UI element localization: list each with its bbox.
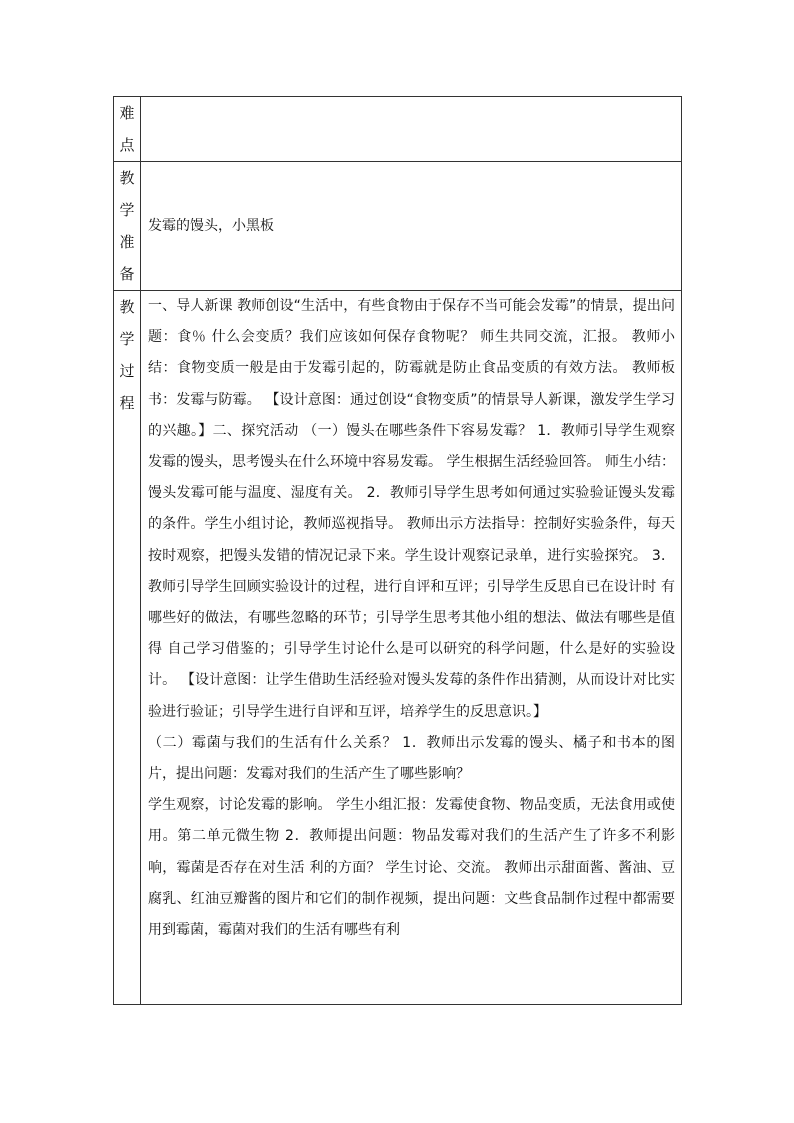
label-char: 准 xyxy=(119,233,135,251)
row-teaching-preparation xyxy=(114,162,682,291)
row-teaching-process xyxy=(114,291,682,1005)
label-char: 过 xyxy=(119,362,135,380)
label-char: 教 xyxy=(119,298,135,316)
lesson-plan-table xyxy=(113,96,682,1005)
difficulties-content xyxy=(141,97,682,162)
label-char: 学 xyxy=(119,330,135,348)
process-paragraph: 一、导人新课 教师创设“生活中，有些食物由于保存不当可能会发霉”的情景，提出问题：食％ 什么会变质？我们应该如何保存食物呢？ 师生共同交流，汇报。 教师小结：食物变质一般是由于发霉引起的，防霉就是防止食品变质的有效方法。 教师板书：发霉与防霉。 【设计意图：通过创设“食物变质”的情景导人新课，激发学生学习的兴趣。】二、探究活动 （一）馒头在哪些条件下容易发霉？ 1．教师引导学生观察发霉的馒头，思考馒头在什么环境中容易发霉。 学生根据生活经验回答。 师生小结：馒头发霉可能与温度、湿度有关。 2．教师引导学生思考如何通过实验验证馒头发霉的条件。学生小组讨论，教师巡视指导。 教师出示方法指导：控制好实验条件，每天按时观察，把馒头发错的情况记录下来。学生设计观察记录单，进行实验探究。 3．教师引导学生回顾实验设计的过程，进行自评和互评；引导学生反思自已在设计时 有哪些好的做法，有哪些忽略的环节；引导学生思考其他小组的想法、做法有哪些是值得 自己学习借鉴的；引导学生讨论什么是可以研究的科学问题，什么是好的实验设计。 【设计意图：让学生借助生活经验对馒头发莓的条件作出猜测，从而设计对比实验进行验证；引导学生进行自评和互评，培养学生的反思意识。】 xyxy=(148,298,675,720)
process-paragraph: 学生观察，讨论发霉的影响。 学生小组汇报：发霉使食物、物品变质，无法食用或使用。第二单元微生物 2．教师提出问题：物品发霉对我们的生活产生了许多不利影响，霉菌是否存在对生活 利的方面？ 学生讨论、交流。 教师出示甜面酱、酱油、豆腐乳、红油豆瓣酱的图片和它们的制作视频，提出问题：文些食品制作过程中都需要用到霉菌，霉菌对我们的生活有哪些有利 xyxy=(148,797,675,939)
row-label-preparation xyxy=(114,162,141,291)
process-paragraph: （二）霉菌与我们的生活有什么关系？ 1．教师出示发霉的馒头、橘子和书本的图片，提出问题：发霉对我们的生活产生了哪些影响？ xyxy=(148,734,675,783)
label-char: 程 xyxy=(119,394,135,412)
row-label-difficulties xyxy=(114,97,141,162)
process-content xyxy=(141,291,682,1005)
row-label-process xyxy=(114,291,141,1005)
label-char: 难 xyxy=(119,104,135,122)
preparation-content: 发霉的馒头，小黑板 xyxy=(141,162,682,291)
label-char: 备 xyxy=(119,265,135,283)
label-char: 学 xyxy=(119,201,135,219)
label-char: 点 xyxy=(119,136,135,154)
label-char: 教 xyxy=(119,169,135,187)
row-difficulties xyxy=(114,97,682,162)
